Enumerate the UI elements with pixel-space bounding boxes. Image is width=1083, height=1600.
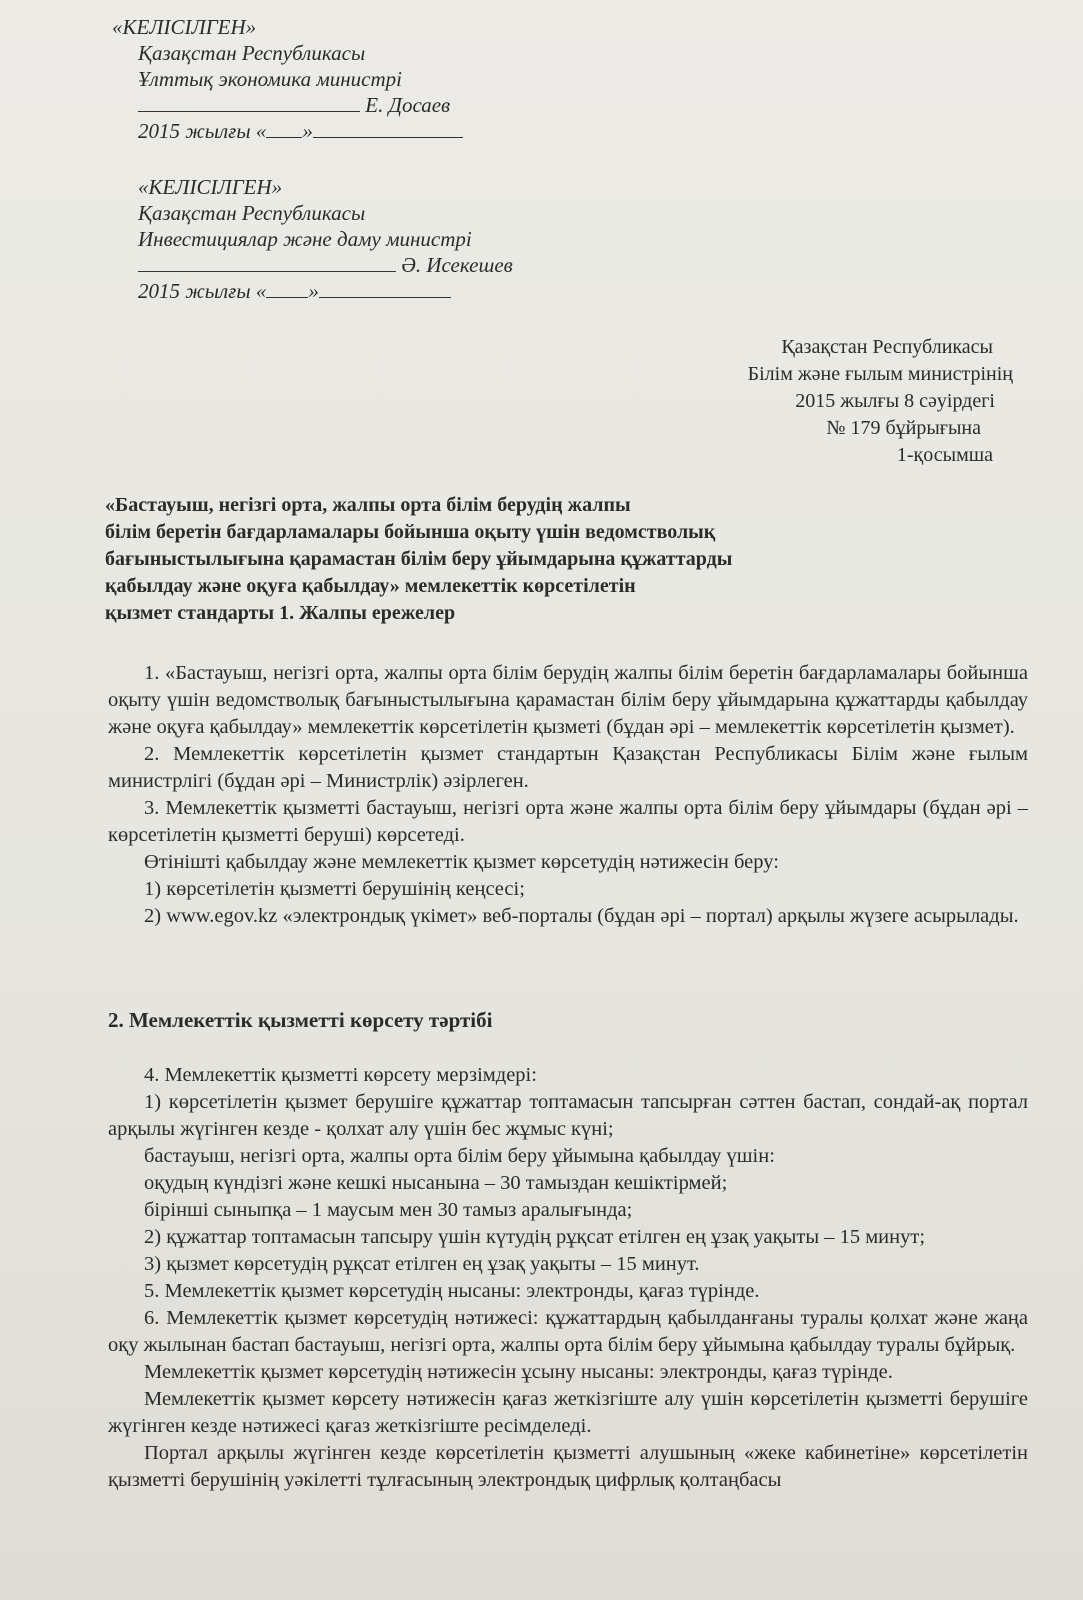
title-line: бағыныстылығына қарамастан білім беру ұйымдарына құжаттарды — [105, 548, 733, 570]
paragraph: 1) көрсетілетін қызметті берушінің кеңсесі; — [144, 878, 525, 900]
paragraph: Мемлекеттік қызмет көрсетудің нәтижесін ұсыну нысаны: электронды, қағаз түрінде. — [144, 1361, 893, 1383]
paragraph: 2) www.egov.kz «электрондық үкімет» веб-порталы (бұдан әрі – портал) арқылы жүзеге асырылады. — [144, 905, 1019, 927]
approval-block-1 — [112, 14, 463, 144]
day-blank — [266, 119, 302, 138]
paragraph: бастауыш, негізгі орта, жалпы орта білім беру ұйымына қабылдау үшін: — [144, 1145, 775, 1167]
document-title — [105, 492, 865, 627]
date-mid: » — [308, 279, 319, 303]
paragraph: 1. «Бастауыш, негізгі орта, жалпы орта білім берудің жалпы білім беретін бағдарламалары бойынша оқыту үшін ведомстволық бағыныстылығына қарамастан білім беру ұйымдарына құжаттарды қабылдау және оқуға қабылдау» мемлекеттік көрсетілетін қызметі (бұдан әрі – мемлекеттік көрсетілетін қызмет). — [108, 662, 1028, 738]
day-blank — [266, 279, 308, 298]
paragraph: 1) көрсетілетін қызмет берушіге құжаттар топтамасын тапсырған сәттен бастап, сондай-ақ портал арқылы жүгінген кезде - қолхат алу үшін бес жұмыс күні; — [108, 1091, 1028, 1140]
date-prefix: 2015 жылғы « — [138, 279, 267, 303]
approval-date — [112, 278, 513, 304]
approval-signatory: Е. Досаев — [365, 93, 451, 117]
approval-block-2 — [112, 174, 513, 304]
approval-position: Инвестициялар және даму министрі — [138, 227, 472, 251]
section-2-body — [108, 1062, 1028, 1494]
annex-line: 1-қосымша — [896, 444, 993, 466]
paragraph: Өтінішті қабылдау және мемлекеттік қызмет көрсетудің нәтижесін беру: — [144, 851, 779, 873]
approval-country: Қазақстан Республикасы — [138, 201, 366, 225]
signature-blank — [138, 93, 360, 112]
approval-position: Ұлттық экономика министрі — [138, 67, 402, 91]
approval-heading: «КЕЛІСІЛГЕН» — [112, 15, 257, 39]
paragraph: Мемлекеттік қызмет көрсету нәтижесін қағаз жеткізгіште алу үшін көрсетілетін қызметті берушіге жүгінген кезде нәтижесі қағаз жеткізгіште ресімделеді. — [108, 1388, 1028, 1437]
date-mid: » — [302, 119, 313, 143]
paragraph: бірінші сыныпқа – 1 маусым мен 30 тамыз аралығында; — [144, 1199, 633, 1221]
signature-line — [112, 92, 463, 118]
paragraph: 3) қызмет көрсетудің рұқсат етілген ең ұзақ уақыты – 15 минут. — [144, 1253, 700, 1275]
paragraph: 3. Мемлекеттік қызметті бастауыш, негізгі орта және жалпы орта білім беру ұйымдары (бұдан әрі – көрсетілетін қызметті беруші) көрсетеді. — [108, 797, 1028, 846]
section-1-body — [108, 660, 1028, 930]
month-blank — [313, 119, 463, 138]
title-line: қабылдау және оқуға қабылдау» мемлекеттік көрсетілетін — [105, 575, 636, 597]
paragraph: 2. Мемлекеттік көрсетілетін қызмет стандартын Қазақстан Республикасы Білім және ғылым министрлігі (бұдан әрі – Министрлік) әзірлеген. — [108, 743, 1028, 792]
annex-line: Қазақстан Республикасы — [781, 336, 993, 358]
title-line: «Бастауыш, негізгі орта, жалпы орта білім берудің жалпы — [105, 494, 631, 516]
approval-signatory: Ә. Исекешев — [401, 253, 513, 277]
annex-line: 2015 жылғы 8 сәуірдегі — [795, 390, 995, 412]
paragraph: 4. Мемлекеттік қызметті көрсету мерзімдері: — [144, 1064, 537, 1086]
annex-line: Білім және ғылым министрінің — [747, 363, 1013, 385]
date-prefix: 2015 жылғы « — [138, 119, 267, 143]
signature-line — [112, 252, 513, 278]
paragraph: 2) құжаттар топтамасын тапсыру үшін күтудің рұқсат етілген ең ұзақ уақыты – 15 минут; — [144, 1226, 926, 1248]
approval-heading: «КЕЛІСІЛГЕН» — [138, 175, 283, 199]
paragraph: 5. Мемлекеттік қызмет көрсетудің нысаны: электронды, қағаз түрінде. — [144, 1280, 760, 1302]
paragraph: оқудың күндізгі және кешкі нысанына – 30 тамыздан кешіктірмей; — [144, 1172, 728, 1194]
annex-reference — [748, 334, 1013, 469]
title-line: қызмет стандарты 1. Жалпы ережелер — [105, 602, 456, 624]
title-line: білім беретін бағдарламалары бойынша оқыту үшін ведомстволық — [105, 521, 716, 543]
annex-line: № 179 бұйрығына — [826, 417, 981, 439]
paragraph: 6. Мемлекеттік қызмет көрсетудің нәтижесі: құжаттардың қабылданғаны туралы қолхат және жаңа оқу жылынан бастап бастауыш, негізгі орта, жалпы орта білім беру ұйымына қабылдау туралы бұйрық. — [108, 1307, 1028, 1356]
approval-country: Қазақстан Республикасы — [138, 41, 366, 65]
month-blank — [319, 279, 451, 298]
section-2-title: 2. Мемлекеттік қызметті көрсету тәртібі — [108, 1008, 493, 1032]
signature-blank — [138, 253, 396, 272]
paragraph: Портал арқылы жүгінген кезде көрсетілетін қызметті алушының «жеке кабинетіне» көрсетілетін қызметті берушінің уәкілетті тұлғасының электрондық цифрлық қолтаңбасы — [108, 1442, 1028, 1491]
approval-date — [112, 118, 463, 144]
